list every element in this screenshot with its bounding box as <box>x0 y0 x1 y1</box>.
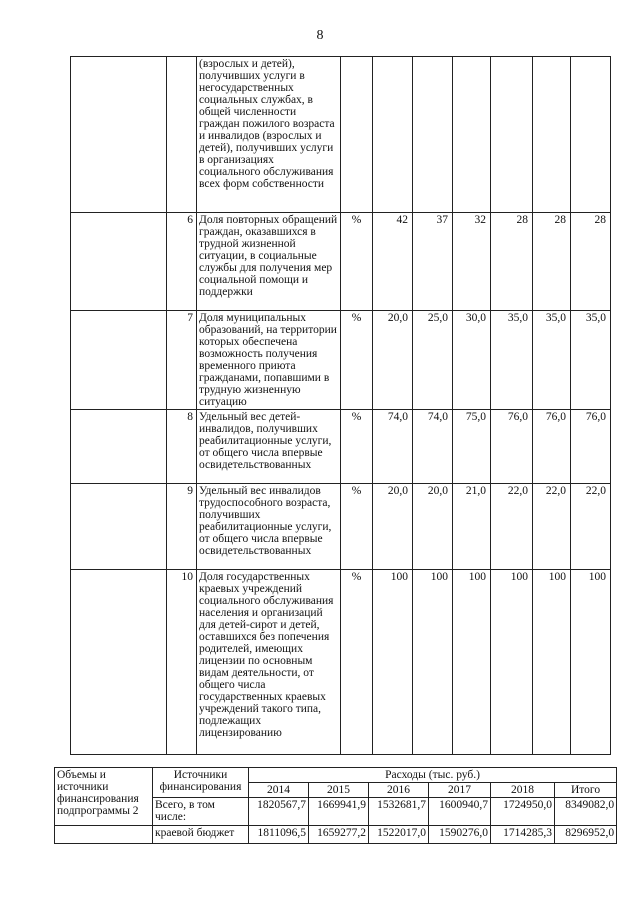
amount-cell: 1600940,7 <box>429 798 491 826</box>
value-cell: 32 <box>453 213 491 311</box>
value-cell: 35,0 <box>571 311 611 410</box>
indicator-text: Доля муниципальных образований, на территории которых обеспечена возможность получения временного приюта гражданами, попавшими в трудную жизненную ситуацию <box>197 311 341 410</box>
value-cell: 75,0 <box>453 410 491 484</box>
amount-cell: 1532681,7 <box>369 798 429 826</box>
year-header: Итого <box>555 783 617 798</box>
row-number: 6 <box>167 213 197 311</box>
year-header: 2016 <box>369 783 429 798</box>
amount-cell: 8296952,0 <box>555 826 617 844</box>
value-cell: 22,0 <box>533 484 571 570</box>
indicator-text: Доля государственных краевых учреждений социального обслуживания населения и организаций для детей-сирот и детей, оставшихся без попечения родителей, имеющих лицензии по основным видам деятельности, от общего числа государственных краевых учреждений такого типа, подлежащих лицензированию <box>197 570 341 755</box>
value-cell: 35,0 <box>491 311 533 410</box>
year-header: 2014 <box>249 783 309 798</box>
table-row <box>71 570 611 755</box>
table-row <box>71 57 611 213</box>
amount-cell: 1714285,3 <box>491 826 555 844</box>
amount-cell: 1522017,0 <box>369 826 429 844</box>
table-row <box>55 768 617 783</box>
value-cell: 20,0 <box>413 484 453 570</box>
table-row <box>71 213 611 311</box>
value-cell: 100 <box>413 570 453 755</box>
table-row <box>71 410 611 484</box>
value-cell: 74,0 <box>413 410 453 484</box>
value-cell: 74,0 <box>373 410 413 484</box>
indicator-text: (взрослых и детей), получивших услуги в негосударственных социальных службах, в общей численности граждан пожилого возраста и инвалидов (взрослых и детей), получивших услуги в организациях социального обслуживания всех форм собственности <box>197 57 341 213</box>
indicator-text: Удельный вес детей-инвалидов, получивших реабилитационные услуги, от общего числа впервые освидетельствованных <box>197 410 341 484</box>
finance-table <box>54 767 617 844</box>
value-cell: 28 <box>533 213 571 311</box>
row-number: 10 <box>167 570 197 755</box>
value-cell: 76,0 <box>533 410 571 484</box>
value-cell: 37 <box>413 213 453 311</box>
value-cell: 22,0 <box>571 484 611 570</box>
page-number: 8 <box>316 28 324 43</box>
table-row <box>71 311 611 410</box>
unit-cell: % <box>341 484 373 570</box>
year-header: 2015 <box>309 783 369 798</box>
row-number: 7 <box>167 311 197 410</box>
value-cell: 100 <box>373 570 413 755</box>
amount-cell: 1724950,0 <box>491 798 555 826</box>
finance-label: Объемы и источники финансирования подпрограммы 2 <box>55 768 153 826</box>
value-cell: 28 <box>491 213 533 311</box>
row-number: 8 <box>167 410 197 484</box>
value-cell: 25,0 <box>413 311 453 410</box>
value-cell: 22,0 <box>491 484 533 570</box>
unit-cell: % <box>341 410 373 484</box>
value-cell: 42 <box>373 213 413 311</box>
indicator-text: Доля повторных обращений граждан, оказавшихся в трудной жизненной ситуации, в социальные службы для получения мер социальной помощи и поддержки <box>197 213 341 311</box>
unit-cell: % <box>341 570 373 755</box>
indicators-table <box>70 56 611 755</box>
year-header: 2018 <box>491 783 555 798</box>
amount-cell: 1590276,0 <box>429 826 491 844</box>
value-cell: 76,0 <box>491 410 533 484</box>
unit-cell: % <box>341 213 373 311</box>
indicator-text: Удельный вес инвалидов трудоспособного возраста, получивших реабилитационные услуги, от общего числа впервые освидетельствованных <box>197 484 341 570</box>
value-cell: 35,0 <box>533 311 571 410</box>
source-cell: краевой бюджет <box>153 826 249 844</box>
value-cell: 100 <box>453 570 491 755</box>
value-cell: 100 <box>571 570 611 755</box>
value-cell: 28 <box>571 213 611 311</box>
amount-cell: 1669941,9 <box>309 798 369 826</box>
amount-cell: 1820567,7 <box>249 798 309 826</box>
value-cell: 30,0 <box>453 311 491 410</box>
value-cell: 100 <box>533 570 571 755</box>
amount-cell: 8349082,0 <box>555 798 617 826</box>
value-cell: 100 <box>491 570 533 755</box>
year-header: 2017 <box>429 783 491 798</box>
value-cell: 76,0 <box>571 410 611 484</box>
value-cell: 20,0 <box>373 311 413 410</box>
expenses-header: Расходы (тыс. руб.) <box>249 768 617 783</box>
sources-header: Источники финансирования <box>153 768 249 798</box>
table-row <box>55 826 617 844</box>
table-row <box>71 484 611 570</box>
amount-cell: 1659277,2 <box>309 826 369 844</box>
value-cell: 20,0 <box>373 484 413 570</box>
amount-cell: 1811096,5 <box>249 826 309 844</box>
source-cell: Всего, в том числе: <box>153 798 249 826</box>
row-number: 9 <box>167 484 197 570</box>
unit-cell: % <box>341 311 373 410</box>
value-cell: 21,0 <box>453 484 491 570</box>
